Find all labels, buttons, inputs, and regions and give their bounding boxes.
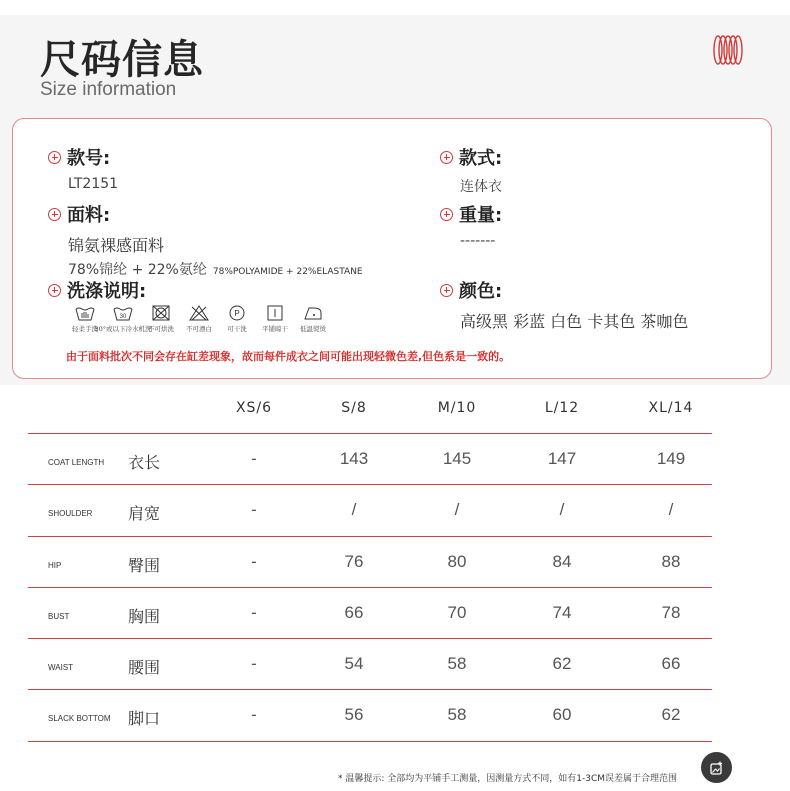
table-row bbox=[28, 690, 712, 741]
fabric-label: 面料: bbox=[67, 205, 111, 226]
table-row bbox=[28, 537, 712, 588]
style-field bbox=[440, 144, 502, 196]
table-cell: / bbox=[668, 500, 674, 520]
care-item bbox=[180, 304, 218, 333]
care-label: 30°或以下冷水机洗 bbox=[94, 325, 152, 333]
color-field bbox=[440, 277, 688, 332]
flat-dry-icon bbox=[264, 304, 286, 322]
coil-icon bbox=[712, 34, 746, 66]
color-value: 高级黑 彩蓝 白色 卡其色 茶咖色 bbox=[460, 312, 689, 331]
style-value: 连体衣 bbox=[460, 179, 502, 195]
no-bleach-icon bbox=[188, 304, 210, 322]
table-cell: 149 bbox=[656, 449, 686, 468]
table-cell: 84 bbox=[552, 551, 572, 571]
table-cell: 143 bbox=[339, 449, 369, 468]
plus-circle-icon bbox=[48, 151, 61, 164]
table-cell: 58 bbox=[447, 705, 467, 725]
measure-cn-label: 衣长 bbox=[128, 453, 161, 472]
table-cell: / bbox=[351, 500, 357, 520]
table-cell: - bbox=[251, 705, 257, 725]
weight-label: 重量: bbox=[459, 205, 503, 226]
care-icons bbox=[66, 304, 332, 333]
weight-field bbox=[440, 201, 502, 249]
edit-image-icon bbox=[709, 760, 725, 776]
plus-circle-icon bbox=[440, 208, 453, 221]
table-cell: 66 bbox=[344, 602, 364, 622]
table-cell: 58 bbox=[447, 654, 467, 674]
measure-en-label: WAIST bbox=[48, 663, 74, 673]
hand-wash-icon bbox=[74, 304, 96, 322]
care-label: 可干洗 bbox=[227, 325, 247, 333]
table-cell: 70 bbox=[447, 602, 467, 622]
care-item bbox=[94, 304, 152, 333]
size-table bbox=[28, 390, 712, 742]
page-title: 尺码信息 bbox=[40, 37, 204, 83]
table-header bbox=[28, 390, 712, 434]
measure-cn-label: 胸围 bbox=[128, 606, 161, 626]
table-cell: 80 bbox=[447, 551, 467, 571]
style-number-field bbox=[48, 144, 118, 192]
measure-en-label: COAT LENGTH bbox=[48, 458, 105, 467]
measure-en-label: BUST bbox=[48, 611, 70, 621]
table-cell: - bbox=[251, 551, 257, 571]
measure-en-label: SLACK BOTTOM bbox=[48, 714, 111, 724]
table-cell: 74 bbox=[552, 602, 572, 622]
table-cell: - bbox=[251, 654, 257, 674]
style-number-label: 款号: bbox=[67, 148, 111, 169]
table-cell: 76 bbox=[344, 551, 364, 571]
table-row bbox=[28, 485, 712, 536]
style-number-value: LT2151 bbox=[68, 176, 119, 192]
table-cell: - bbox=[251, 602, 257, 622]
measurement-footnote: * 温馨提示: 全部均为平铺手工测量，因测量方式不同，如有1-3CM误差属于合理范围 bbox=[338, 774, 678, 784]
care-item bbox=[142, 304, 180, 333]
table-cell: 60 bbox=[552, 705, 572, 725]
table-cell: 54 bbox=[344, 654, 364, 674]
top-strip bbox=[0, 0, 790, 15]
plus-circle-icon bbox=[48, 208, 61, 221]
table-cell: 88 bbox=[661, 551, 681, 571]
table-row bbox=[28, 434, 712, 485]
table-cell: / bbox=[559, 500, 565, 520]
table-row bbox=[28, 639, 712, 690]
care-item bbox=[218, 304, 256, 333]
washing-label: 洗涤说明: bbox=[67, 281, 147, 302]
plus-circle-icon bbox=[48, 284, 61, 297]
care-item bbox=[256, 304, 294, 333]
size-header: M/10 bbox=[437, 400, 477, 416]
table-cell: 66 bbox=[661, 654, 681, 674]
washing-field bbox=[48, 277, 146, 303]
care-label: 低温熨烫 bbox=[300, 325, 326, 333]
fabric-composition bbox=[68, 259, 363, 279]
measure-en-label: SHOULDER bbox=[48, 509, 93, 519]
table-cell: 78 bbox=[661, 602, 681, 622]
care-label: 平铺晾干 bbox=[262, 325, 288, 333]
care-label: 轻柔手洗 bbox=[72, 325, 98, 333]
fabric-field bbox=[48, 201, 363, 279]
plus-circle-icon bbox=[440, 284, 453, 297]
color-difference-notice: 由于面料批次不同会存在缸差现象，故而每件成衣之间可能出现轻微色差,但色系是一致的。 bbox=[66, 350, 511, 363]
measure-cn-label: 脚口 bbox=[128, 709, 161, 729]
table-cell: 62 bbox=[661, 705, 681, 725]
dry-clean-p-icon bbox=[226, 304, 248, 322]
fabric-composition-cn: 78%锦纶 + 22%氨纶 bbox=[68, 262, 207, 278]
svg-text:P: P bbox=[234, 309, 240, 318]
plus-circle-icon bbox=[440, 151, 453, 164]
low-iron-icon bbox=[302, 304, 324, 322]
size-header: XL/14 bbox=[648, 400, 694, 416]
table-cell: 147 bbox=[547, 449, 577, 468]
weight-value: ------- bbox=[460, 233, 496, 249]
style-label: 款式: bbox=[459, 148, 503, 169]
care-item bbox=[294, 304, 332, 333]
no-tumble-dry-icon bbox=[150, 304, 172, 322]
fabric-value: 锦氨裸感面料 bbox=[68, 236, 165, 255]
page-subtitle: Size information bbox=[40, 79, 177, 100]
table-cell: / bbox=[454, 500, 460, 520]
care-label: 不可烘洗 bbox=[148, 325, 174, 333]
measure-cn-label: 肩宽 bbox=[128, 504, 161, 524]
table-cell: - bbox=[251, 500, 257, 520]
measure-cn-label: 腰围 bbox=[128, 658, 161, 678]
size-header: L/12 bbox=[544, 400, 580, 416]
size-header: XS/6 bbox=[235, 400, 273, 416]
svg-text:30: 30 bbox=[119, 314, 127, 320]
table-cell: 62 bbox=[552, 654, 572, 674]
measure-cn-label: 臀围 bbox=[128, 555, 161, 575]
color-label: 颜色: bbox=[459, 281, 503, 302]
floating-action-button[interactable] bbox=[701, 752, 732, 783]
fabric-composition-en: 78%POLYAMIDE + 22%ELASTANE bbox=[212, 267, 363, 277]
table-cell: 145 bbox=[442, 449, 472, 468]
table-cell: 56 bbox=[344, 705, 364, 725]
wash-30-icon bbox=[112, 304, 134, 322]
table-row bbox=[28, 588, 712, 639]
size-header: S/8 bbox=[341, 400, 367, 416]
measure-en-label: HIP bbox=[48, 560, 62, 570]
table-cell: - bbox=[251, 449, 257, 468]
care-label: 不可漂白 bbox=[186, 325, 212, 333]
